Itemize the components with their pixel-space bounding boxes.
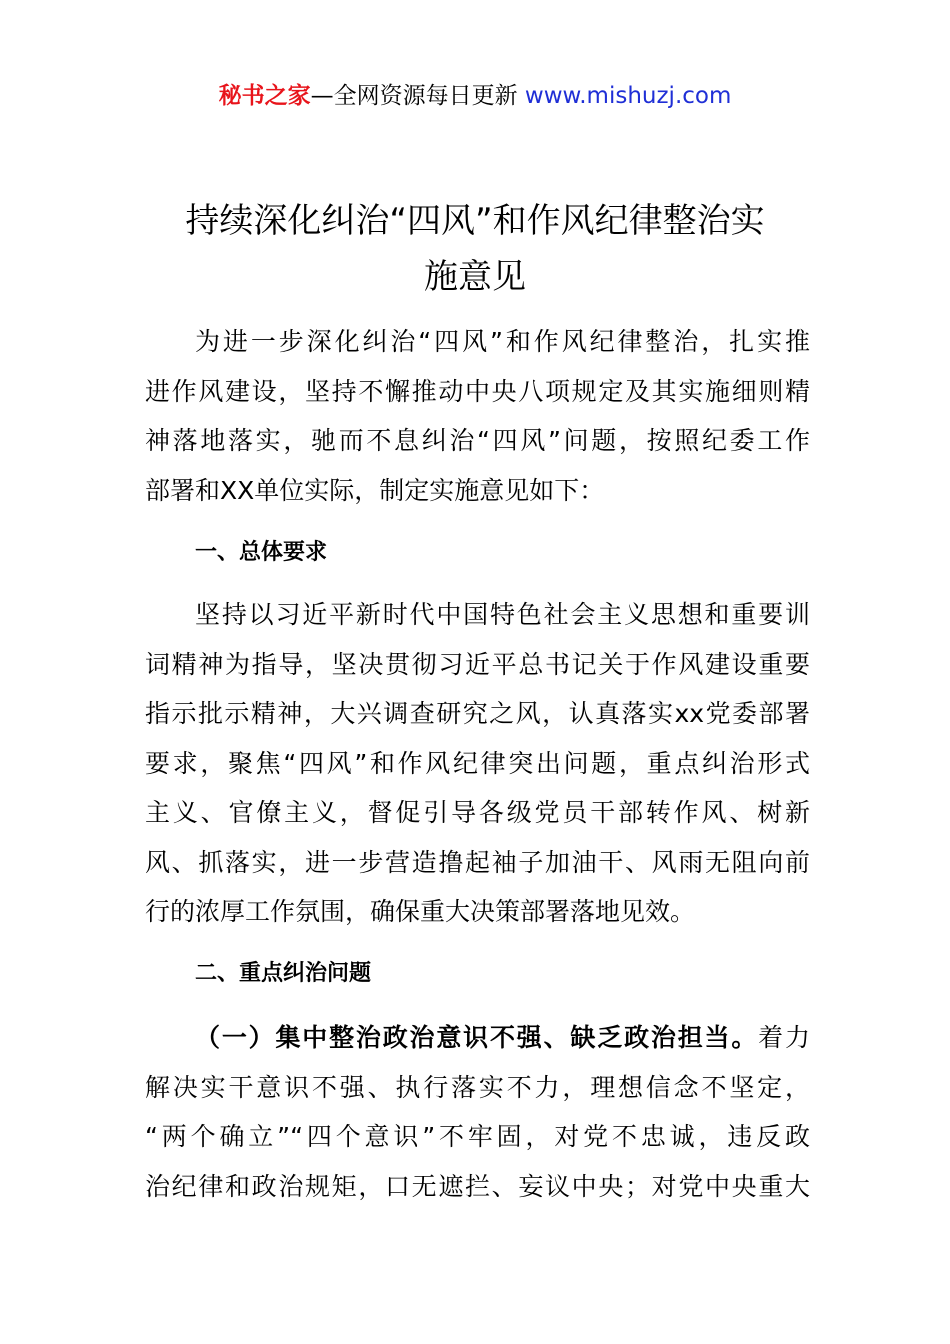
brand-name: 秘书之家 [218,83,311,109]
section-heading-general-requirements: 一、总体要求 [195,540,328,565]
title-line-2: 施意见 [424,257,526,297]
site-header [0,80,950,112]
paragraph-line: 治纪律和政治规矩，口无遮拦、妄议中央；对党中央重大 [145,1171,810,1201]
paragraph-line: 神落地落实，驰而不息纠治“四风”问题，按照纪委工作 [145,426,810,455]
paragraph-line: 进作风建设，坚持不懈推动中央八项规定及其实施细则精 [145,376,810,406]
paragraph-line [145,1013,810,1063]
key-issue-1-lead: （一）集中整治政治意识不强、缺乏政治担当。 [195,1023,759,1052]
paragraph-line: 部署和XX单位实际，制定实施意见如下： [145,475,605,505]
paragraph-line: 词精神为指导，坚决贯彻习近平总书记关于作风建设重要 [145,649,810,679]
paragraph-line: 要求，聚焦“四风”和作风纪律突出问题，重点纠治形式 [145,748,810,778]
title-line-1: 持续深化纠治“四风”和作风纪律整治实 [185,201,765,241]
document-title [140,193,810,305]
paragraph-line: 解决实干意识不强、执行落实不力，理想信念不坚定， [145,1072,810,1102]
paragraph-line: 指示批示精神，大兴调查研究之风，认真落实xx党委部署 [145,699,810,728]
paragraph-line: 主义、官僚主义，督促引导各级党员干部转作风、树新 [145,798,810,827]
paragraph-line: 坚持以习近平新时代中国特色社会主义思想和重要训 [195,600,810,629]
paragraph-line: 行的浓厚工作氛围，确保重大决策部署落地见效。 [145,897,696,926]
key-issue-1-lead-rest: 着力 [758,1023,810,1052]
site-url-link[interactable]: www.mishuzj.com [524,83,732,109]
paragraph-line: 为进一步深化纠治“四风”和作风纪律整治，扎实推 [195,327,810,356]
general-requirements-paragraph [145,590,810,937]
section-heading-key-issues: 二、重点纠治问题 [195,961,372,986]
intro-paragraph [145,317,810,515]
header-tagline: —全网资源每日更新 [310,83,518,109]
key-issue-1-paragraph [145,1013,810,1211]
paragraph-line: 风、抓落实，进一步营造撸起袖子加油干、风雨无阻向前 [145,847,810,877]
paragraph-line: “两个确立”“四个意识”不牢固，对党不忠诚，违反政 [145,1122,810,1151]
